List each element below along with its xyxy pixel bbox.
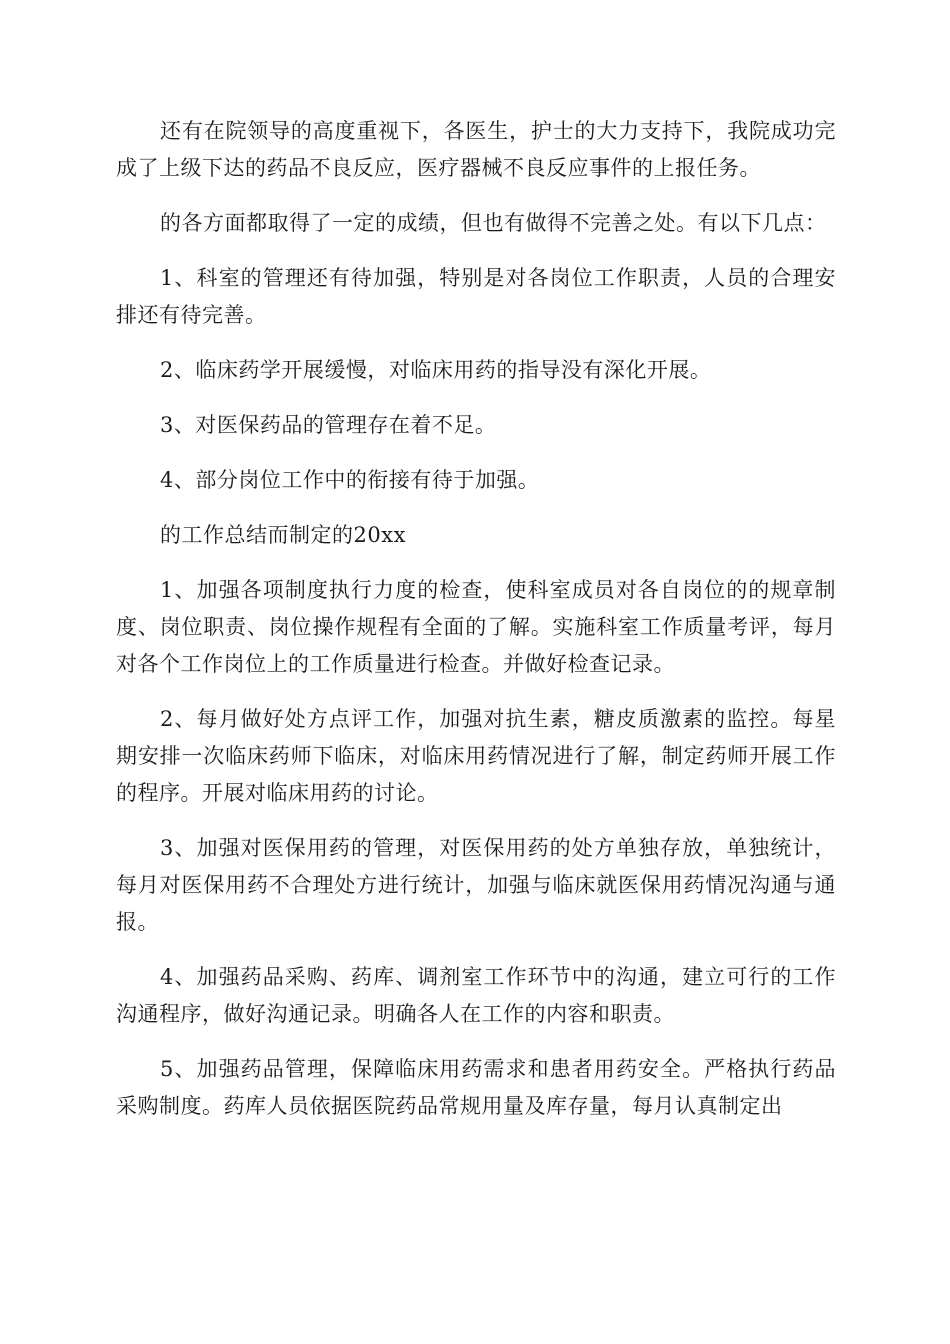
paragraph-9: 2、每月做好处方点评工作，加强对抗生素，糖皮质激素的监控。每星期安排一次临床药师下临床，对临床用药情况进行了解，制定药师开展工作的程序。开展对临床用药的讨论。 <box>116 707 836 805</box>
paragraph-8: 1、加强各项制度执行力度的检查，使科室成员对各自岗位的的规章制度、岗位职责、岗位操作规程有全面的了解。实施科室工作质量考评，每月对各个工作岗位上的工作质量进行检查。并做好检查记录。 <box>116 578 836 676</box>
paragraph-6: 4、部分岗位工作中的衔接有待于加强。 <box>160 468 540 492</box>
paragraph-5: 3、对医保药品的管理存在着不足。 <box>160 413 497 437</box>
paragraph-11: 4、加强药品采购、药库、调剂室工作环节中的沟通，建立可行的工作沟通程序，做好沟通记录。明确各人在工作的内容和职责。 <box>116 965 836 1026</box>
paragraph-12: 5、加强药品管理，保障临床用药需求和患者用药安全。严格执行药品采购制度。药库人员依据医院药品常规用量及库存量，每月认真制定出 <box>116 1057 836 1118</box>
document-body <box>116 113 836 1143</box>
paragraph-10: 3、加强对医保用药的管理，对医保用药的处方单独存放，单独统计，每月对医保用药不合理处方进行统计，加强与临床就医保用药情况沟通与通报。 <box>116 836 836 934</box>
paragraph-7: 的工作总结而制定的20xx <box>160 523 406 547</box>
paragraph-4: 2、临床药学开展缓慢，对临床用药的指导没有深化开展。 <box>160 358 712 382</box>
paragraph-1: 还有在院领导的高度重视下，各医生，护士的大力支持下，我院成功完成了上级下达的药品不良反应，医疗器械不良反应事件的上报任务。 <box>116 119 836 180</box>
paragraph-2: 的各方面都取得了一定的成绩，但也有做得不完善之处。有以下几点： <box>160 211 827 235</box>
paragraph-3: 1、科室的管理还有待加强，特别是对各岗位工作职责，人员的合理安排还有待完善。 <box>116 266 836 327</box>
